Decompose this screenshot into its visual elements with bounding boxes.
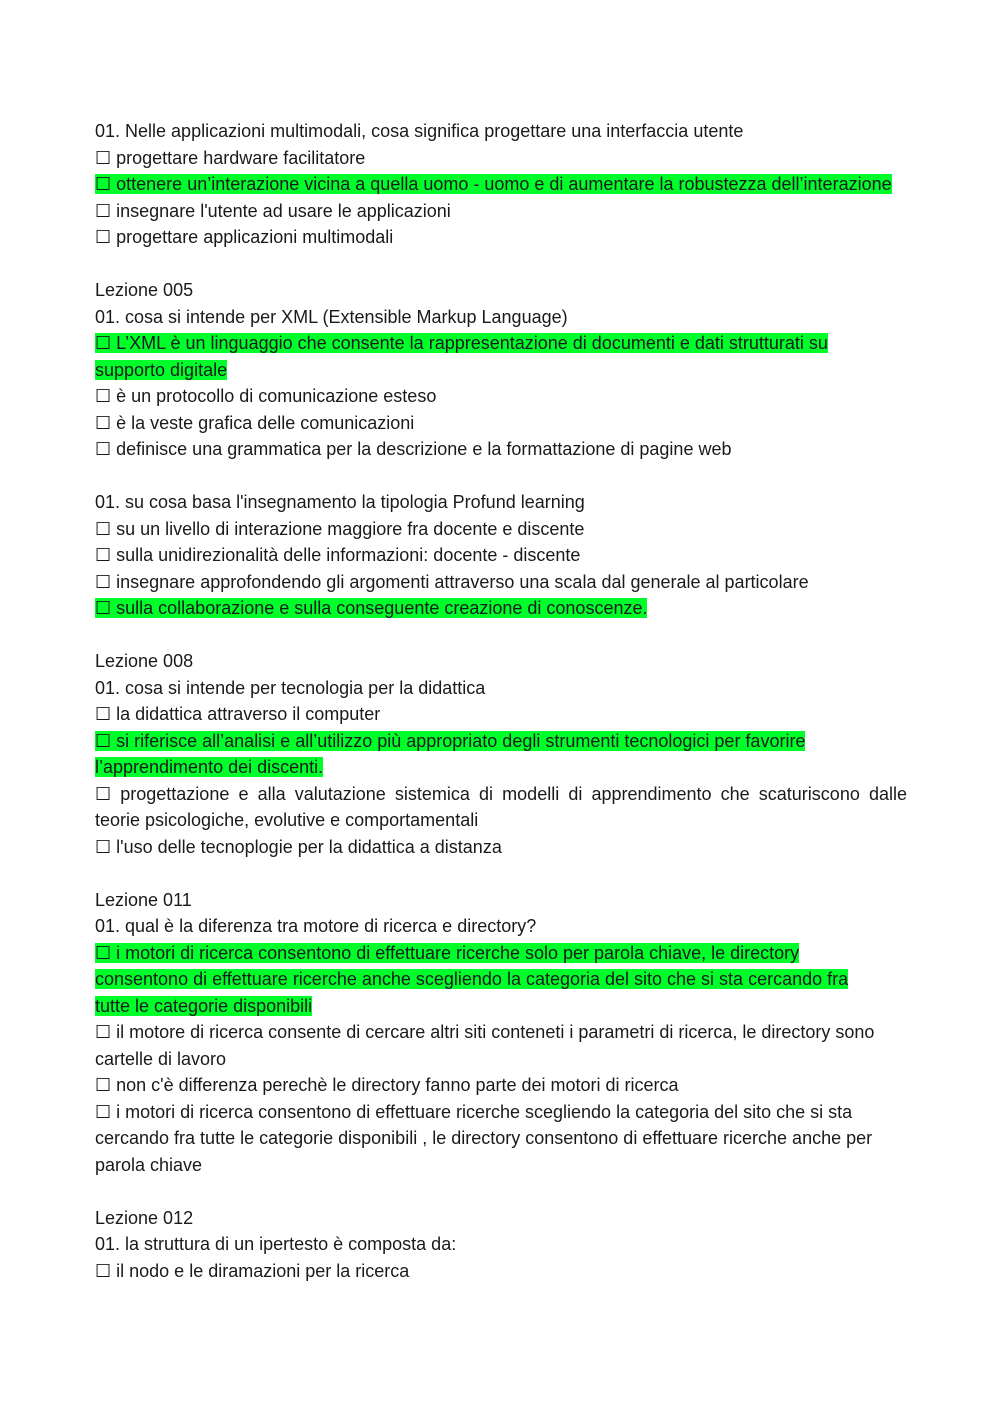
question-text: 01. cosa si intende per XML (Extensible Markup Language)	[95, 306, 568, 327]
answer-option: ☐ sulla unidirezionalità delle informazioni: docente - discente	[95, 545, 581, 565]
correct-highlight: ☐ L’XML è un linguaggio che consente la rappresentazione di documenti e dati strutturati su supporto digitale	[95, 333, 828, 380]
answer-option: ☐ il motore di ricerca consente di cercare altri siti conteneti i parametri di ricerca, le directory sono cartelle di lavoro	[95, 1022, 875, 1069]
answer-option-correct	[95, 940, 907, 1020]
document-body	[95, 118, 907, 1284]
answer-option: ☐ su un livello di interazione maggiore fra docente e discente	[95, 518, 585, 539]
answer-option-correct	[95, 728, 907, 781]
lesson-heading: Lezione 012	[95, 1207, 194, 1228]
answer-option-correct	[95, 595, 907, 622]
answer-option: ☐ è un protocollo di comunicazione esteso	[95, 386, 437, 406]
answer-option: ☐ definisce una grammatica per la descrizione e la formattazione di pagine web	[95, 439, 732, 459]
answer-option: ☐ la didattica attraverso il computer	[95, 704, 381, 724]
lesson-heading: Lezione 005	[95, 280, 194, 300]
answer-option-correct	[95, 330, 907, 383]
answer-option: ☐ il nodo e le diramazioni per la ricerca	[95, 1260, 410, 1281]
correct-highlight: ☐ ottenere un’interazione vicina a quella uomo - uomo e di aumentare la robustezza dell’interazione	[95, 174, 892, 194]
answer-option: ☐ non c'è differenza perechè le directory fanno parte dei motori di ricerca	[95, 1075, 679, 1095]
lesson-heading: Lezione 011	[95, 889, 192, 910]
correct-highlight: ☐ i motori di ricerca consentono di effettuare ricerche solo per parola chiave, le directory consentono di effettuare ricerche anche scegliendo la categoria del sito che si sta cercando fra tutte le categorie disponibili	[95, 942, 849, 1016]
answer-option-correct	[95, 171, 907, 198]
answer-option: ☐ l'uso delle tecnoplogie per la didattica a distanza	[95, 836, 502, 857]
answer-option: ☐ insegnare approfondendo gli argomenti attraverso una scala dal generale al particolare	[95, 571, 809, 592]
answer-option: ☐ è la veste grafica delle comunicazioni	[95, 412, 415, 433]
question-text: 01. la struttura di un ipertesto è composta da:	[95, 1234, 457, 1254]
question-text: 01. cosa si intende per tecnologia per la didattica	[95, 677, 486, 698]
answer-option: ☐ progettazione e alla valutazione sistemica di modelli di apprendimento che scaturiscono dalle teorie psicologiche, evolutive e comportamentali	[95, 783, 907, 830]
lesson-heading: Lezione 008	[95, 651, 194, 671]
question-text: 01. Nelle applicazioni multimodali, cosa significa progettare una interfaccia utente	[95, 121, 744, 141]
question-text: 01. su cosa basa l'insegnamento la tipologia Profund learning	[95, 492, 585, 512]
answer-option: ☐ progettare applicazioni multimodali	[95, 227, 394, 247]
correct-highlight: ☐ si riferisce all’analisi e all’utilizzo più appropriato degli strumenti tecnologici per favorire l’apprendimento dei discenti.	[95, 730, 806, 777]
question-text: 01. qual è la diferenza tra motore di ricerca e directory?	[95, 916, 537, 936]
answer-option: ☐ insegnare l'utente ad usare le applicazioni	[95, 200, 451, 221]
answer-option: ☐ i motori di ricerca consentono di effettuare ricerche scegliendo la categoria del sito che si sta cercando fra tutte le categorie disponibili , le directory consentono di effettuare ricerche anche per parola chiave	[95, 1101, 873, 1175]
correct-highlight: ☐ sulla collaborazione e sulla conseguente creazione di conoscenze.	[95, 598, 648, 618]
answer-option: ☐ progettare hardware facilitatore	[95, 147, 366, 168]
